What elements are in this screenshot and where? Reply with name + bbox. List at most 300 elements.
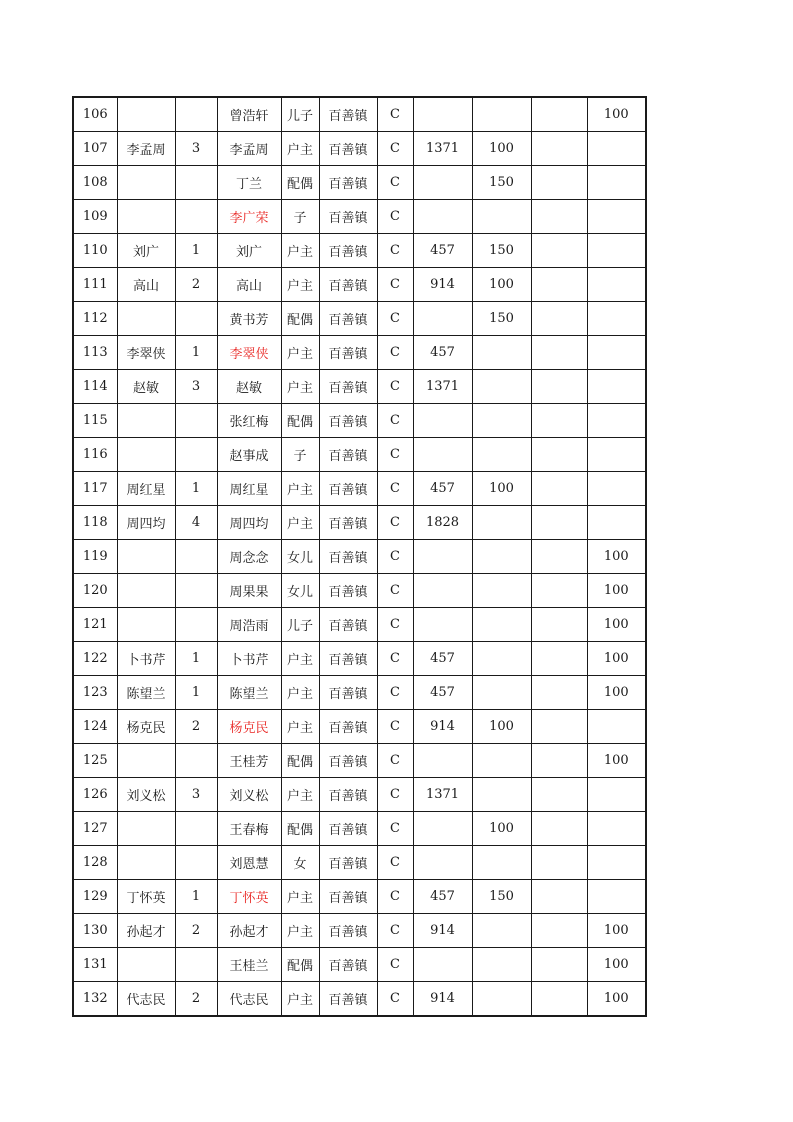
- category-cell: C: [377, 982, 413, 1017]
- amount-a-cell: [413, 846, 472, 880]
- row-number-cell: 116: [73, 438, 117, 472]
- row-number-cell: 107: [73, 132, 117, 166]
- amount-b-cell: [472, 846, 531, 880]
- category-cell: C: [377, 166, 413, 200]
- member-name-cell: 丁兰: [217, 166, 281, 200]
- amount-c-cell: [531, 880, 587, 914]
- amount-b-cell: [472, 506, 531, 540]
- relation-cell: 户主: [281, 132, 319, 166]
- table-row: [73, 608, 646, 642]
- town-cell: 百善镇: [319, 506, 377, 540]
- town-cell: 百善镇: [319, 438, 377, 472]
- member-name-cell: 黄书芳: [217, 302, 281, 336]
- household-head-cell: [117, 608, 175, 642]
- town-cell: 百善镇: [319, 472, 377, 506]
- category-cell: C: [377, 914, 413, 948]
- amount-b-cell: [472, 336, 531, 370]
- household-head-cell: 代志民: [117, 982, 175, 1017]
- member-name-cell: 周念念: [217, 540, 281, 574]
- table-row: [73, 982, 646, 1017]
- category-cell: C: [377, 200, 413, 234]
- amount-b-cell: 150: [472, 880, 531, 914]
- category-cell: C: [377, 336, 413, 370]
- relation-cell: 户主: [281, 880, 319, 914]
- household-head-cell: 刘义松: [117, 778, 175, 812]
- category-cell: C: [377, 676, 413, 710]
- amount-c-cell: [531, 404, 587, 438]
- relation-cell: 户主: [281, 914, 319, 948]
- amount-b-cell: 100: [472, 132, 531, 166]
- town-cell: 百善镇: [319, 812, 377, 846]
- category-cell: C: [377, 438, 413, 472]
- table-row: [73, 812, 646, 846]
- amount-d-cell: [587, 336, 646, 370]
- relation-cell: 户主: [281, 268, 319, 302]
- town-cell: 百善镇: [319, 132, 377, 166]
- amount-b-cell: [472, 914, 531, 948]
- relation-cell: 户主: [281, 778, 319, 812]
- amount-b-cell: 100: [472, 710, 531, 744]
- amount-a-cell: 914: [413, 268, 472, 302]
- table-row: [73, 778, 646, 812]
- category-cell: C: [377, 846, 413, 880]
- row-number-cell: 121: [73, 608, 117, 642]
- relation-cell: 儿子: [281, 608, 319, 642]
- table-row: [73, 642, 646, 676]
- town-cell: 百善镇: [319, 404, 377, 438]
- relation-cell: 女儿: [281, 574, 319, 608]
- row-number-cell: 112: [73, 302, 117, 336]
- amount-d-cell: [587, 880, 646, 914]
- amount-b-cell: [472, 574, 531, 608]
- relation-cell: 户主: [281, 234, 319, 268]
- amount-a-cell: [413, 97, 472, 132]
- category-cell: C: [377, 132, 413, 166]
- town-cell: 百善镇: [319, 948, 377, 982]
- town-cell: 百善镇: [319, 540, 377, 574]
- amount-c-cell: [531, 812, 587, 846]
- household-head-cell: 李孟周: [117, 132, 175, 166]
- household-head-cell: [117, 404, 175, 438]
- town-cell: 百善镇: [319, 370, 377, 404]
- member-name-cell: 李广荣: [217, 200, 281, 234]
- category-cell: C: [377, 234, 413, 268]
- household-size-cell: [175, 948, 217, 982]
- amount-c-cell: [531, 574, 587, 608]
- member-name-cell: 王桂兰: [217, 948, 281, 982]
- amount-d-cell: [587, 370, 646, 404]
- amount-c-cell: [531, 642, 587, 676]
- amount-d-cell: [587, 812, 646, 846]
- table-row: [73, 132, 646, 166]
- amount-a-cell: [413, 200, 472, 234]
- amount-d-cell: [587, 506, 646, 540]
- household-head-cell: [117, 812, 175, 846]
- row-number-cell: 119: [73, 540, 117, 574]
- household-size-cell: 3: [175, 370, 217, 404]
- amount-a-cell: 457: [413, 336, 472, 370]
- relation-cell: 户主: [281, 506, 319, 540]
- town-cell: 百善镇: [319, 744, 377, 778]
- member-name-cell: 周红星: [217, 472, 281, 506]
- relation-cell: 户主: [281, 982, 319, 1017]
- amount-d-cell: 100: [587, 676, 646, 710]
- amount-c-cell: [531, 676, 587, 710]
- household-size-cell: 1: [175, 234, 217, 268]
- relation-cell: 户主: [281, 676, 319, 710]
- household-size-cell: 3: [175, 778, 217, 812]
- table-row: [73, 438, 646, 472]
- category-cell: C: [377, 302, 413, 336]
- row-number-cell: 108: [73, 166, 117, 200]
- amount-a-cell: 1828: [413, 506, 472, 540]
- household-size-cell: 2: [175, 914, 217, 948]
- household-size-cell: [175, 166, 217, 200]
- member-name-cell: 丁怀英: [217, 880, 281, 914]
- table-row: [73, 744, 646, 778]
- household-size-cell: 3: [175, 132, 217, 166]
- row-number-cell: 118: [73, 506, 117, 540]
- row-number-cell: 117: [73, 472, 117, 506]
- household-head-cell: [117, 166, 175, 200]
- table-row: [73, 948, 646, 982]
- household-size-cell: 1: [175, 472, 217, 506]
- member-name-cell: 李翠侠: [217, 336, 281, 370]
- amount-c-cell: [531, 846, 587, 880]
- amount-a-cell: 457: [413, 642, 472, 676]
- amount-c-cell: [531, 744, 587, 778]
- amount-d-cell: 100: [587, 914, 646, 948]
- table-row: [73, 97, 646, 132]
- table-row: [73, 880, 646, 914]
- amount-c-cell: [531, 778, 587, 812]
- household-size-cell: 2: [175, 268, 217, 302]
- amount-d-cell: [587, 302, 646, 336]
- category-cell: C: [377, 472, 413, 506]
- member-name-cell: 王桂芳: [217, 744, 281, 778]
- amount-b-cell: [472, 97, 531, 132]
- member-name-cell: 代志民: [217, 982, 281, 1017]
- relation-cell: 户主: [281, 642, 319, 676]
- row-number-cell: 127: [73, 812, 117, 846]
- household-size-cell: 1: [175, 336, 217, 370]
- amount-b-cell: 100: [472, 812, 531, 846]
- household-size-cell: 1: [175, 676, 217, 710]
- amount-d-cell: [587, 778, 646, 812]
- amount-a-cell: [413, 948, 472, 982]
- amount-c-cell: [531, 540, 587, 574]
- household-head-cell: 赵敏: [117, 370, 175, 404]
- category-cell: C: [377, 404, 413, 438]
- table-row: [73, 370, 646, 404]
- amount-b-cell: [472, 982, 531, 1017]
- household-head-cell: 周四均: [117, 506, 175, 540]
- household-size-cell: 1: [175, 642, 217, 676]
- amount-b-cell: [472, 744, 531, 778]
- amount-c-cell: [531, 982, 587, 1017]
- category-cell: C: [377, 710, 413, 744]
- town-cell: 百善镇: [319, 234, 377, 268]
- row-number-cell: 129: [73, 880, 117, 914]
- member-name-cell: 曾浩轩: [217, 97, 281, 132]
- town-cell: 百善镇: [319, 880, 377, 914]
- amount-d-cell: 100: [587, 540, 646, 574]
- amount-c-cell: [531, 438, 587, 472]
- row-number-cell: 114: [73, 370, 117, 404]
- amount-b-cell: [472, 676, 531, 710]
- amount-b-cell: [472, 370, 531, 404]
- amount-d-cell: 100: [587, 948, 646, 982]
- relation-cell: 配偶: [281, 812, 319, 846]
- household-head-cell: [117, 302, 175, 336]
- town-cell: 百善镇: [319, 914, 377, 948]
- household-size-cell: [175, 438, 217, 472]
- member-name-cell: 周四均: [217, 506, 281, 540]
- amount-b-cell: [472, 404, 531, 438]
- amount-b-cell: [472, 778, 531, 812]
- amount-a-cell: [413, 438, 472, 472]
- category-cell: C: [377, 574, 413, 608]
- amount-b-cell: 100: [472, 268, 531, 302]
- amount-a-cell: [413, 812, 472, 846]
- member-name-cell: 张红梅: [217, 404, 281, 438]
- household-head-cell: 卜书芹: [117, 642, 175, 676]
- amount-c-cell: [531, 948, 587, 982]
- town-cell: 百善镇: [319, 200, 377, 234]
- category-cell: C: [377, 778, 413, 812]
- amount-a-cell: 914: [413, 914, 472, 948]
- member-name-cell: 刘广: [217, 234, 281, 268]
- category-cell: C: [377, 506, 413, 540]
- category-cell: C: [377, 608, 413, 642]
- member-name-cell: 周浩雨: [217, 608, 281, 642]
- household-head-cell: 丁怀英: [117, 880, 175, 914]
- household-size-cell: [175, 404, 217, 438]
- category-cell: C: [377, 812, 413, 846]
- amount-c-cell: [531, 234, 587, 268]
- row-number-cell: 120: [73, 574, 117, 608]
- row-number-cell: 111: [73, 268, 117, 302]
- amount-c-cell: [531, 914, 587, 948]
- amount-c-cell: [531, 268, 587, 302]
- household-head-cell: 陈望兰: [117, 676, 175, 710]
- amount-b-cell: 150: [472, 166, 531, 200]
- amount-c-cell: [531, 302, 587, 336]
- amount-b-cell: 150: [472, 302, 531, 336]
- household-table: [72, 96, 647, 1017]
- amount-c-cell: [531, 132, 587, 166]
- amount-d-cell: 100: [587, 982, 646, 1017]
- relation-cell: 户主: [281, 370, 319, 404]
- amount-c-cell: [531, 370, 587, 404]
- row-number-cell: 115: [73, 404, 117, 438]
- town-cell: 百善镇: [319, 846, 377, 880]
- town-cell: 百善镇: [319, 778, 377, 812]
- member-name-cell: 孙起才: [217, 914, 281, 948]
- household-head-cell: 刘广: [117, 234, 175, 268]
- member-name-cell: 周果果: [217, 574, 281, 608]
- member-name-cell: 杨克民: [217, 710, 281, 744]
- amount-d-cell: [587, 438, 646, 472]
- amount-d-cell: 100: [587, 574, 646, 608]
- amount-c-cell: [531, 608, 587, 642]
- household-size-cell: [175, 812, 217, 846]
- amount-d-cell: 100: [587, 642, 646, 676]
- amount-b-cell: [472, 200, 531, 234]
- category-cell: C: [377, 370, 413, 404]
- amount-d-cell: [587, 404, 646, 438]
- amount-d-cell: [587, 200, 646, 234]
- amount-c-cell: [531, 166, 587, 200]
- amount-a-cell: [413, 744, 472, 778]
- town-cell: 百善镇: [319, 710, 377, 744]
- household-size-cell: [175, 302, 217, 336]
- household-head-cell: [117, 846, 175, 880]
- amount-d-cell: [587, 846, 646, 880]
- amount-c-cell: [531, 200, 587, 234]
- relation-cell: 配偶: [281, 302, 319, 336]
- amount-d-cell: [587, 166, 646, 200]
- relation-cell: 儿子: [281, 97, 319, 132]
- amount-a-cell: [413, 404, 472, 438]
- amount-b-cell: [472, 642, 531, 676]
- household-head-cell: [117, 200, 175, 234]
- row-number-cell: 132: [73, 982, 117, 1017]
- category-cell: C: [377, 642, 413, 676]
- amount-a-cell: 914: [413, 710, 472, 744]
- table-row: [73, 302, 646, 336]
- amount-a-cell: 457: [413, 880, 472, 914]
- category-cell: C: [377, 744, 413, 778]
- relation-cell: 户主: [281, 336, 319, 370]
- table-row: [73, 914, 646, 948]
- category-cell: C: [377, 97, 413, 132]
- town-cell: 百善镇: [319, 97, 377, 132]
- town-cell: 百善镇: [319, 982, 377, 1017]
- amount-b-cell: [472, 540, 531, 574]
- table-row: [73, 574, 646, 608]
- amount-a-cell: 914: [413, 982, 472, 1017]
- household-size-cell: 1: [175, 880, 217, 914]
- household-head-cell: 周红星: [117, 472, 175, 506]
- table-body: [73, 97, 646, 1016]
- amount-c-cell: [531, 472, 587, 506]
- row-number-cell: 106: [73, 97, 117, 132]
- category-cell: C: [377, 268, 413, 302]
- town-cell: 百善镇: [319, 268, 377, 302]
- town-cell: 百善镇: [319, 676, 377, 710]
- household-size-cell: [175, 540, 217, 574]
- category-cell: C: [377, 880, 413, 914]
- relation-cell: 女: [281, 846, 319, 880]
- amount-a-cell: [413, 166, 472, 200]
- row-number-cell: 125: [73, 744, 117, 778]
- household-head-cell: 高山: [117, 268, 175, 302]
- relation-cell: 配偶: [281, 404, 319, 438]
- amount-a-cell: 457: [413, 234, 472, 268]
- table-row: [73, 268, 646, 302]
- row-number-cell: 126: [73, 778, 117, 812]
- amount-b-cell: 150: [472, 234, 531, 268]
- row-number-cell: 110: [73, 234, 117, 268]
- member-name-cell: 刘恩慧: [217, 846, 281, 880]
- amount-a-cell: [413, 574, 472, 608]
- relation-cell: 子: [281, 200, 319, 234]
- table-row: [73, 676, 646, 710]
- amount-c-cell: [531, 97, 587, 132]
- amount-b-cell: [472, 948, 531, 982]
- relation-cell: 户主: [281, 472, 319, 506]
- amount-a-cell: 457: [413, 472, 472, 506]
- amount-a-cell: [413, 540, 472, 574]
- relation-cell: 配偶: [281, 166, 319, 200]
- household-head-cell: [117, 574, 175, 608]
- table-row: [73, 166, 646, 200]
- row-number-cell: 124: [73, 710, 117, 744]
- amount-a-cell: 1371: [413, 778, 472, 812]
- row-number-cell: 131: [73, 948, 117, 982]
- amount-c-cell: [531, 506, 587, 540]
- member-name-cell: 陈望兰: [217, 676, 281, 710]
- household-size-cell: [175, 846, 217, 880]
- amount-b-cell: [472, 608, 531, 642]
- row-number-cell: 109: [73, 200, 117, 234]
- table-row: [73, 846, 646, 880]
- category-cell: C: [377, 948, 413, 982]
- household-size-cell: [175, 97, 217, 132]
- relation-cell: 配偶: [281, 744, 319, 778]
- member-name-cell: 王春梅: [217, 812, 281, 846]
- member-name-cell: 赵事成: [217, 438, 281, 472]
- amount-d-cell: [587, 472, 646, 506]
- amount-a-cell: 457: [413, 676, 472, 710]
- household-head-cell: [117, 540, 175, 574]
- town-cell: 百善镇: [319, 608, 377, 642]
- household-size-cell: [175, 608, 217, 642]
- member-name-cell: 卜书芹: [217, 642, 281, 676]
- amount-b-cell: [472, 438, 531, 472]
- town-cell: 百善镇: [319, 642, 377, 676]
- table-row: [73, 710, 646, 744]
- member-name-cell: 李孟周: [217, 132, 281, 166]
- member-name-cell: 高山: [217, 268, 281, 302]
- amount-a-cell: 1371: [413, 370, 472, 404]
- relation-cell: 子: [281, 438, 319, 472]
- row-number-cell: 130: [73, 914, 117, 948]
- member-name-cell: 刘义松: [217, 778, 281, 812]
- table-row: [73, 472, 646, 506]
- town-cell: 百善镇: [319, 574, 377, 608]
- table-row: [73, 506, 646, 540]
- amount-d-cell: [587, 710, 646, 744]
- amount-b-cell: 100: [472, 472, 531, 506]
- household-size-cell: [175, 744, 217, 778]
- household-head-cell: [117, 97, 175, 132]
- table-row: [73, 404, 646, 438]
- household-size-cell: 4: [175, 506, 217, 540]
- household-head-cell: [117, 438, 175, 472]
- amount-d-cell: 100: [587, 608, 646, 642]
- row-number-cell: 122: [73, 642, 117, 676]
- row-number-cell: 113: [73, 336, 117, 370]
- household-size-cell: 2: [175, 982, 217, 1017]
- household-size-cell: 2: [175, 710, 217, 744]
- amount-a-cell: [413, 302, 472, 336]
- table-row: [73, 540, 646, 574]
- relation-cell: 配偶: [281, 948, 319, 982]
- amount-c-cell: [531, 336, 587, 370]
- amount-d-cell: 100: [587, 97, 646, 132]
